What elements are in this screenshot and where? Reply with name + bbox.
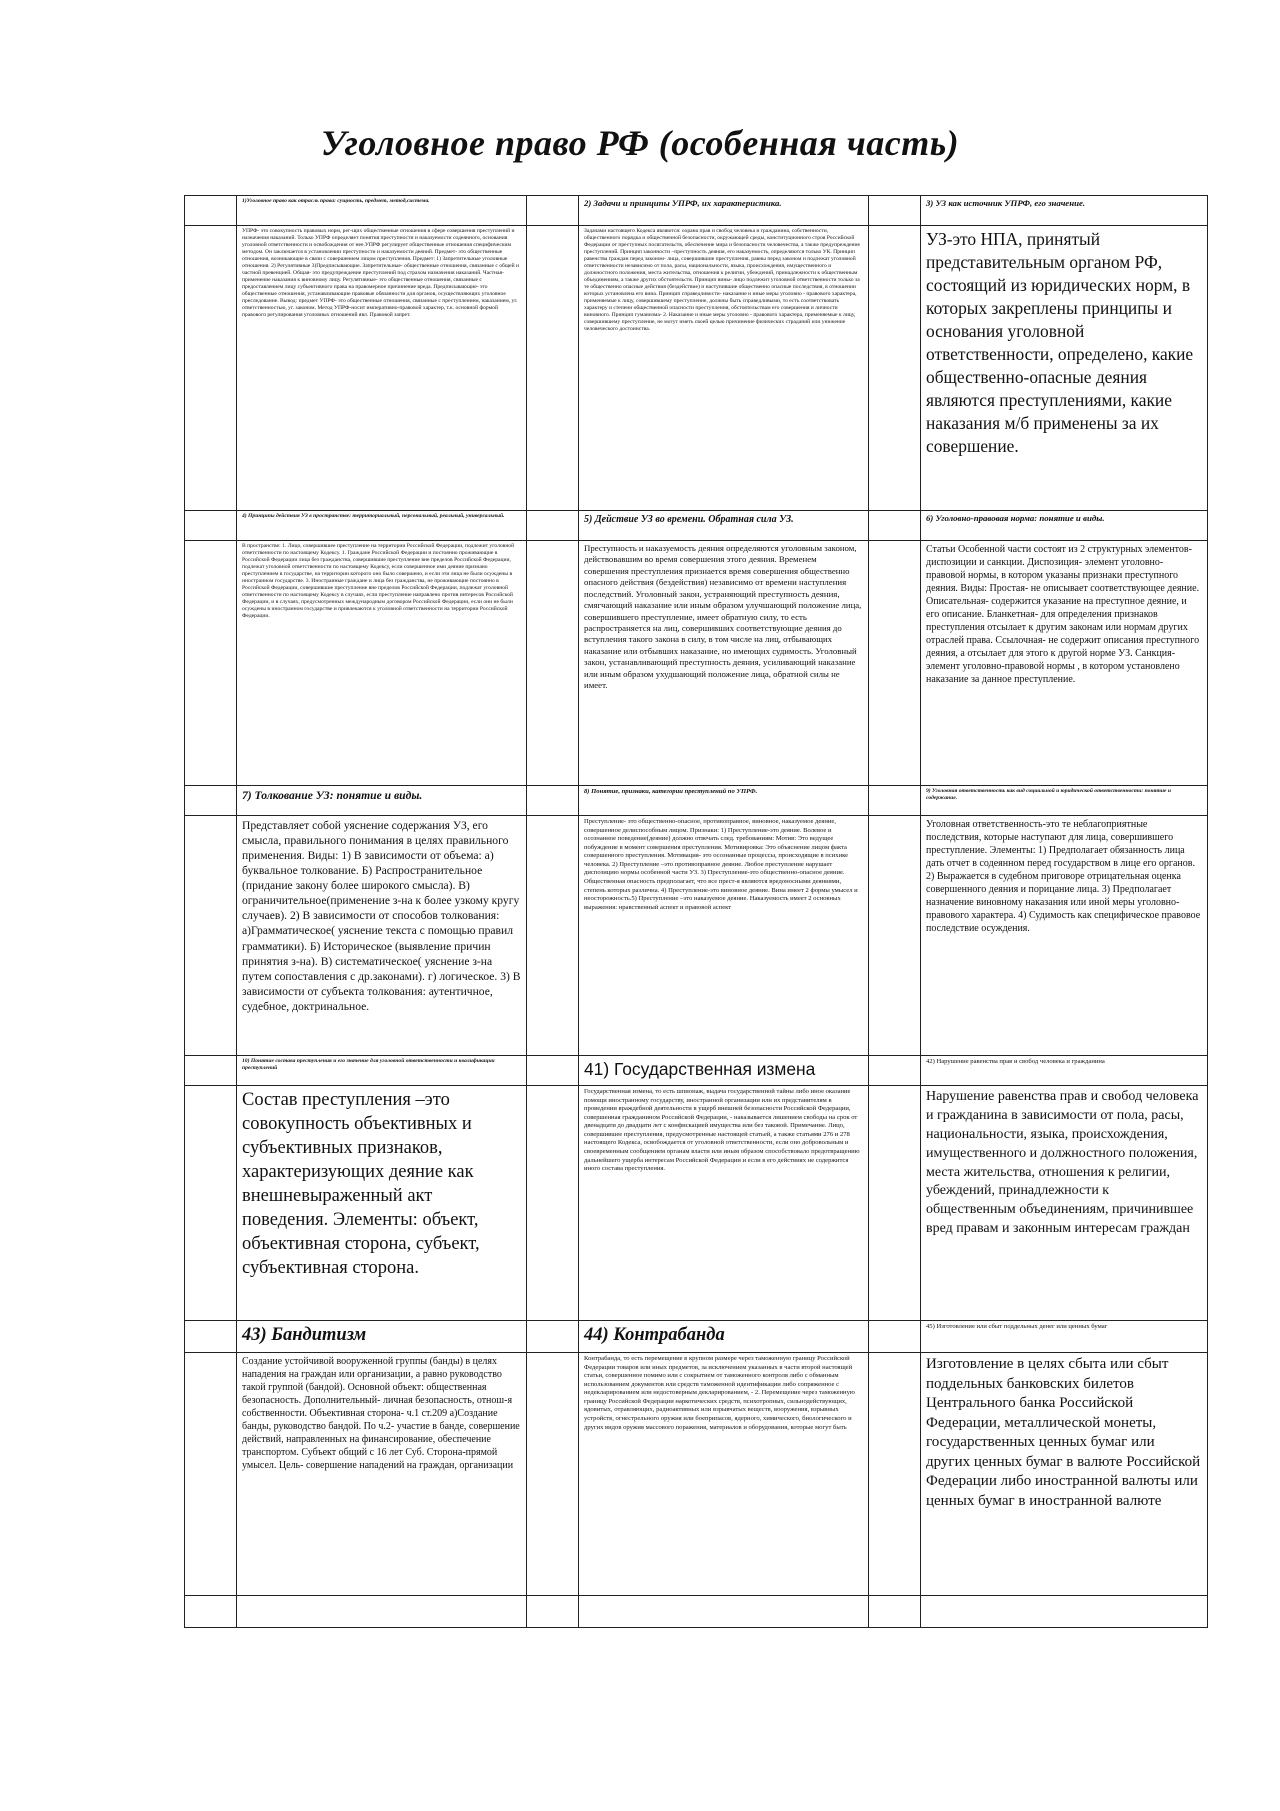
cell-body-10: Состав преступления –это совокупность объективных и субъективных признаков, характеризующих деяние как внешневыраженный акт поведения. Элементы: объект, объективная сторона, субъект, субъективная сторона. (237, 1086, 527, 1321)
cell-body-5: Преступность и наказуемость деяния определяются уголовным законом, действовавшим во время совершения этого деяния. Временем совершения преступления признается время совершения общественно опасного действия (бездействия) независимо от времени наступления последствий. Уголовный закон, устраняющий преступность деяния, смягчающий наказание или иным образом улучшающий положение лица, совершившего преступление, имеет обратную силу, то есть распространяется на лиц, совершивших соответствующие деяния до вступления такого закона в силу, в том числе на лиц, отбывающих наказание или отбывших наказание, но имеющих судимость. Уголовный закон, устанавливающий преступность деяния, усиливающий наказание или иным образом ухудшающий положение лица, обратной силы не имеет. (579, 541, 869, 786)
blank-cell (527, 226, 579, 511)
cell-header-43: 43) Бандитизм (237, 1321, 527, 1353)
cell-body-45: Изготовление в целях сбыта или сбыт поддельных банковских билетов Центрального банка Российской Федерации, металлической монеты, государственных ценных бумаг или других ценных бумаг в валюте Российской Федерации либо иностранной валюты или ценных бумаг в иностранной валюте (921, 1353, 1208, 1596)
notes-table (184, 195, 1208, 1628)
blank-cell (869, 1086, 921, 1321)
cell-header-3: 3) УЗ как источник УПРФ, его значение. (921, 196, 1208, 226)
blank-cell (869, 196, 921, 226)
blank-cell (185, 1596, 237, 1628)
cell-header-1: 1)Уголовное право как отрасль права: сущность, предмет, метод,система. (237, 196, 527, 226)
table-row (185, 1596, 1208, 1628)
blank-cell (185, 1086, 237, 1321)
page-title: Уголовное право РФ (особенная часть) (320, 123, 960, 163)
cell-body-42: Нарушение равенства прав и свобод человека и гражданина в зависимости от пола, расы, национальности, языка, происхождения, имущественного и должностного положения, места жительства, отношения к религии, убеждений, принадлежности к общественным объединениям, причинившее вред правам и законным интересам граждан (921, 1086, 1208, 1321)
cell-header-6: 6) Уголовно-правовая норма: понятие и виды. (921, 511, 1208, 541)
blank-cell (185, 511, 237, 541)
blank-cell (185, 226, 237, 511)
blank-cell (527, 1086, 579, 1321)
blank-cell (869, 816, 921, 1056)
cell-header-44: 44) Контрабанда (579, 1321, 869, 1353)
table-row (185, 1321, 1208, 1353)
cell-header-45: 45) Изготовление или сбыт поддельных денег или ценных бумаг (921, 1321, 1208, 1353)
table-row (185, 786, 1208, 816)
blank-cell (869, 226, 921, 511)
blank-cell (237, 1596, 527, 1628)
cell-header-4: 4) Принципы действия УЗ в пространстве: территориальный, персональный, реальный, универсальный. (237, 511, 527, 541)
blank-cell (185, 1321, 237, 1353)
cell-body-2: Задачами настоящего Кодекса являются: охрана прав и свобод человека и гражданина, собственности, общественного порядка и общественной безопасности, окружающей среды, конституционного строя Российской Федерации от преступных посягательств, обеспечение мира и безопасности человечества, а также предупреждение преступлений. Принцип законности –преступность деяния, его наказуемость, определяются только УК. Принцип равенства граждан перед законом- лица, совершившие преступления, равны перед законом и подлежат уголовной ответственности независимо от пола, расы, национальности, языка, происхождения, имущественного и должностного положения, места жительства, отношения к религии, убеждений, принадлежности к общественным объединениям, а также других обстоятельств. Принцип вины- лицо подлежит уголовной ответственности только за те общественно опасные действия (бездействие) и наступившие общественно опасные последствия, в отношении которых установлена его вина. Принцип справедливости- наказание и иные меры уголовно - правового характера, применяемые к лицу, совершившему преступление, должны быть справедливыми, то есть соответствовать характеру и степени общественной опасности преступления, обстоятельствам его совершения и личности виновного. Принцип гуманизма- 2. Наказание и иные меры уголовно - правового характера, применяемые к лицу, совершившему преступление, не могут иметь своей целью причинение физических страданий или унижение человеческого достоинства. (579, 226, 869, 511)
cell-header-9: 9) Уголовная ответственность как вид социальной и юридической ответственности: понятие и содержание. (921, 786, 1208, 816)
blank-cell (869, 786, 921, 816)
cell-body-3: УЗ-это НПА, принятый представительным органом РФ, состоящий из юридических норм, в которых закреплены принципы и основания уголовной ответственности, определено, какие общественно-опасные деяния являются преступлениями, какие наказания м/б применены за их совершение. (921, 226, 1208, 511)
blank-cell (869, 1321, 921, 1353)
cell-header-41: 41) Государственная измена (579, 1056, 869, 1086)
blank-cell (869, 511, 921, 541)
table-row (185, 511, 1208, 541)
blank-cell (185, 196, 237, 226)
blank-cell (579, 1596, 869, 1628)
blank-cell (527, 541, 579, 786)
cell-header-10: 10) Понятие состава преступления и его значение для уголовной ответственности и квалификации преступлений (237, 1056, 527, 1086)
blank-cell (185, 541, 237, 786)
cell-body-1: УПРФ- это совокупность правовых норм, рег-щих общественные отношения в сфере совершения преступлений и назначения наказаний. Только УПРФ определяет понятия преступности и наказуемости содеянного, основания уголовной ответственности и освобождения от нее.УПРФ регулирует общественные отношения специфическим методом. Он заключается в установлении преступности и наказуемости деяний. Предмет- это общественные отношения, возникающие в связи с совершением лицом преступления. Предмет: 1) Запретительные уголовные отношения. 2) Регулятивные 3)Предписывающие. Запретительные- общественные отношения, связанные с общей и частной превенцией. Общая- это предупреждение преступлений под страхом назначения наказаний. Частная- применение наказания к виновному лицу. Регулятивные- это общественные отношения, связанные с предоставлением лицу субъективного права на правомерное причинение вреда. Предписывающие- это общественные отношения, устанавливающие правовые обязанности для органов, осуществляющих уголовное преследование. Вывод: предмет УПРФ- это общественные отношения, связанные с преступлением, наказанием, уг. ответственностью, уг. законом. Метод УПРФ-носит императивно-правовой характер, т.к. основной формой правового регулирования уголовных отношений явл. Правовой запрет. (237, 226, 527, 511)
blank-cell (869, 1596, 921, 1628)
table-row (185, 196, 1208, 226)
blank-cell (527, 1056, 579, 1086)
blank-cell (527, 816, 579, 1056)
blank-cell (869, 1353, 921, 1596)
cell-header-2: 2) Задачи и принципы УПРФ, их характеристика. (579, 196, 869, 226)
cell-body-7: Представляет собой уяснение содержания УЗ, его смысла, правильного понимания в целях правильного применения. Виды: 1) В зависимости от объема: а) буквальное толкование. Б) Распространительное (придание закону более широкого смысла). В) ограничительное(применение з-на к более узкому кругу случаев). 2) В зависимости от способов толкования: а)Грамматическое( уяснение текста с помощью правил грамматики). Б) Историческое (выявление причин принятия з-на). В) систематическое( уяснение з-на путем сопоставления с др.законами). г) логическое. 3) В зависимости от субъекта толкования: аутентичное, судебное, доктринальное. (237, 816, 527, 1056)
cell-body-9: Уголовная ответственность-это те неблагоприятные последствия, которые наступают для лица, совершившего преступление. Элементы: 1) Предполагает обязанность лица дать отчет в содеянном перед государством в лице его органов. 2) Выражается в судебном приговоре отрицательная оценка совершенного деяния и порицание лица. 3) Предполагает назначение виновному наказания или иной меры уголовно-правового характера. 4) Судимость как специфическое правовое последствие осуждения. (921, 816, 1208, 1056)
blank-cell (185, 1353, 237, 1596)
blank-cell (527, 196, 579, 226)
table-row (185, 1056, 1208, 1086)
table-row (185, 1086, 1208, 1321)
table-row (185, 1353, 1208, 1596)
cell-body-8: Преступление- это общественно-опасное, противоправное, виновное, наказуемое деяние, совершенное делиспособным лицом. Признаки: 1) Преступление-это деяние. Волевое и осознанное поведение(деяние) должно отвечать след. требованиям: Мотив: Это ведущее побуждение в момент совершения преступления. Мотивировка: Это объяснение лицом факта совершенного преступления. Мотивация- это осознанные процессы, происходящие в психике человека. 2) Преступление –это противоправное деяние. Любое преступление нарушает диспозицию нормы особенной части УЗ. 3) Преступление-это общественно-опасное деяние. Общественная опасность предполагает, что все прест-я являются вредоносными деяниями, степень которых различна. 4) Преступление-это виновное деяние. Вина имеет 2 формы умысел и неосторожность.5) Преступление –это наказуемое деяние. Наказуемость имеет 2 основных выражения: нравственный аспект и правовой аспект (579, 816, 869, 1056)
blank-cell (869, 1056, 921, 1086)
table-row (185, 541, 1208, 786)
table-row (185, 816, 1208, 1056)
blank-cell (185, 1056, 237, 1086)
cell-header-5: 5) Действие УЗ во времени. Обратная сила УЗ. (579, 511, 869, 541)
blank-cell (527, 1321, 579, 1353)
cell-body-44: Контрабанда, то есть перемещение в крупном размере через таможенную границу Российской Федерации товаров или иных предметов, за исключением указанных в части второй настоящей статьи, совершенное помимо или с сокрытием от таможенного контроля либо с обманным использованием документов или средств таможенной идентификации либо сопряженное с недекларированием или недостоверным декларированием, - 2. Перемещение через таможенную границу Российской Федерации наркотических средств, психотропных, сильнодействующих, ядовитых, отравляющих, радиоактивных или взрывчатых веществ, вооружения, взрывных устройств, огнестрельного оружия или боеприпасов, ядерного, химического, биологического и других видов оружия массового поражения, материалов и оборудования, которые могут быть (579, 1353, 869, 1596)
blank-cell (527, 511, 579, 541)
blank-cell (185, 816, 237, 1056)
table-row (185, 226, 1208, 511)
cell-body-43: Создание устойчивой вооруженной группы (банды) в целях нападения на граждан или организации, а равно руководство такой группой (бандой). Основной объект: общественная безопасность. Дополнительный- личная безопасность, отнош-я собственности. Объективная сторона- ч.1 ст.209 а)Создание банды, руководство бандой. По ч.2- участие в банде, совершение действий, направленных на финансирование, обеспечение транспортом. Субъект общий с 16 лет Суб. Сторона-прямой умысел. Цель- совершение нападений на граждан, организации (237, 1353, 527, 1596)
cell-body-4: В пространстве: 1. Лицо, совершившее преступление на территории Российской Федерации, подлежит уголовной ответственности по настоящему Кодексу. 1. Граждане Российской Федерации и постоянно проживающие в Российской Федерации лица без гражданства, совершившие преступление вне пределов Российской Федерации, подлежат уголовной ответственности по настоящему Кодексу, если совершенное ими деяние признано преступлением в государстве, на территории которого оно было совершено, и если эти лица не были осуждены в иностранном государстве. 3. Иностранные граждане и лица без гражданства, не проживающие постоянно в Российской Федерации, совершившие преступление вне пределов Российской Федерации, подлежат уголовной ответственности по настоящему Кодексу в случаях, если преступление направлено против интересов Российской Федерации, и в случаях, предусмотренных международным договором Российской Федерации, если они не были осуждены в иностранном государстве и привлекаются к уголовной ответственности на территории Российской Федерации. (237, 541, 527, 786)
blank-cell (869, 541, 921, 786)
cell-body-41: Государственная измена, то есть шпионаж, выдача государственной тайны либо иное оказание помощи иностранному государству, иностранной организации или их представителям в проведении враждебной деятельности в ущерб внешней безопасности Российской Федерации, совершенная гражданином Российской Федерации, - наказывается лишением свободы на срок от двенадцати до двадцати лет с конфискацией имущества или без таковой. Примечание. Лицо, совершившее преступления, предусмотренные настоящей статьей, а также статьями 276 и 278 настоящего Кодекса, освобождается от уголовной ответственности, если оно добровольным и своевременным сообщением органам власти или иным образом способствовало предотвращению дальнейшего ущерба интересам Российской Федерации и если в его действиях не содержится иного состава преступления. (579, 1086, 869, 1321)
blank-cell (921, 1596, 1208, 1628)
cell-body-6: Статьи Особенной части состоят из 2 структурных элементов- диспозиции и санкции. Диспозиция- элемент уголовно-правовой нормы, в котором указаны признаки преступного деяния. Виды: Простая- не описывает соответствующее деяние. Описательная- содержится указание на преступное деяние, и его описание. Бланкетная- для определения признаков преступления отсылает к другим законам или нормам других отраслей права. Ссылочная- не содержит описания преступного деяния, а отсылает для этого к другой норме УЗ. Санкция- элемент уголовно-правовой нормы , в котором установлено наказание за данное преступление. (921, 541, 1208, 786)
blank-cell (185, 786, 237, 816)
cell-header-42: 42) Нарушение равенства прав и свобод человека и гражданина (921, 1056, 1208, 1086)
cell-header-8: 8) Понятие, признаки, категории преступлений по УПРФ. (579, 786, 869, 816)
blank-cell (527, 1353, 579, 1596)
blank-cell (527, 786, 579, 816)
blank-cell (527, 1596, 579, 1628)
cell-header-7: 7) Толкование УЗ: понятие и виды. (237, 786, 527, 816)
